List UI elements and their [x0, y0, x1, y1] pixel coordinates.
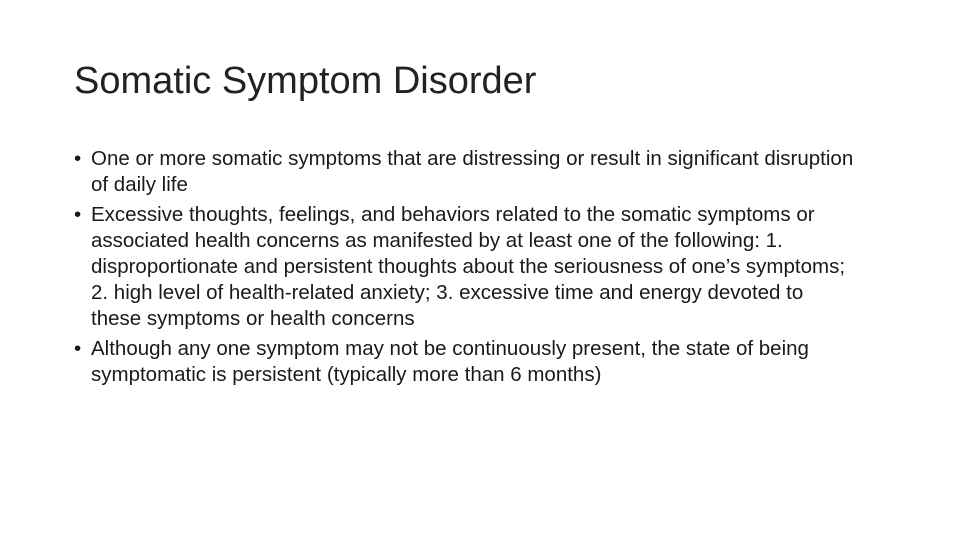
bullet-marker: •: [74, 203, 82, 226]
bullet-item-excessive-thoughts: [74, 202, 854, 332]
bullet-list: [74, 146, 854, 392]
bullet-marker: •: [74, 337, 82, 360]
bullet-marker: •: [74, 147, 82, 170]
bullet-item-persistence: [74, 336, 854, 388]
bullet-text: Although any one symptom may not be continuously present, the state of being symptomatic is persistent (typically more than 6 months): [91, 337, 809, 386]
bullet-text: One or more somatic symptoms that are distressing or result in significant disruption of daily life: [91, 147, 854, 196]
bullet-item-symptoms: [74, 146, 854, 198]
bullet-text: Excessive thoughts, feelings, and behaviors related to the somatic symptoms or associated health concerns as manifested by at least one of the following: 1. disproportionate and persistent thoughts about the seriousness of one’s symptoms; 2. high level of health-related anxiety; 3. excessive time and energy devoted to these symptoms or health concerns: [91, 203, 846, 330]
slide-title: Somatic Symptom Disorder: [74, 60, 537, 102]
